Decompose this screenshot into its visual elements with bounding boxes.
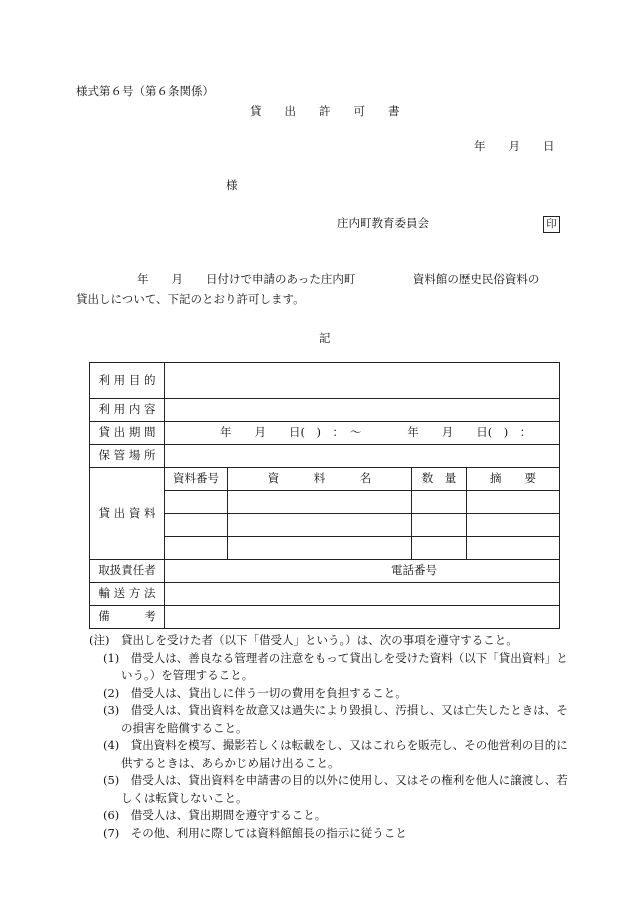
seal-mark: 印: [543, 216, 560, 233]
remarks-row: [90, 606, 560, 629]
material-number-cell: [165, 514, 228, 537]
column-header-number: 資料番号: [165, 468, 228, 491]
material-name-cell: [228, 491, 412, 514]
content-field: [165, 399, 560, 422]
transport-label: 輸 送 方 法: [90, 583, 165, 606]
transport-row: [90, 583, 560, 606]
manager-row: [90, 560, 560, 583]
material-note-cell: [467, 491, 560, 514]
material-quantity-cell: [412, 491, 467, 514]
material-number-cell: [165, 537, 228, 560]
body-line-1: 年 月 日付けで申請のあった庄内町 資料館の歴史民俗資料の: [137, 272, 540, 286]
storage-row: [90, 445, 560, 468]
date-line: 年 月 日: [474, 139, 555, 153]
materials-label: 貸 出 資 料: [90, 468, 165, 560]
materials-header-row: [90, 468, 560, 491]
purpose-field: [165, 363, 560, 399]
form-number: 様式第６号（第６条関係）: [76, 84, 214, 98]
remarks-field: [165, 606, 560, 629]
notes-section: [89, 632, 569, 842]
content-row: [90, 399, 560, 422]
note-item-6: (6) 借受人は、貸出期間を遵守すること。: [103, 808, 327, 822]
note-item-7: (7) その他、利用に際しては資料館館長の指示に従うこと: [103, 825, 407, 840]
note-item-5: (5) 借受人は、貸出資料を申請書の目的以外に使用し、又はその権利を他人に譲渡し、若しくは転貸しないこと。: [103, 773, 568, 805]
storage-label: 保 管 場 所: [90, 445, 165, 468]
note-item-4: (4) 貸出資料を模写、撮影若しくは転載をし、又はこれらを販売し、その他営利の目的に供するときは、あらかじめ届け出ること。: [103, 738, 568, 770]
note-item-1: (1) 借受人は、善良なる管理者の注意をもって貸出しを受けた資料（以下「貸出資料」という。）を管理すること。: [103, 650, 568, 682]
storage-field: [165, 445, 560, 468]
period-row: [90, 422, 560, 445]
material-number-cell: [165, 491, 228, 514]
note-item-3: (3) 借受人は、貸出資料を故意又は過失により毀損し、汚損し、又は亡失したときは、その損害を賠償すること。: [103, 703, 568, 735]
material-note-cell: [467, 514, 560, 537]
material-quantity-cell: [412, 514, 467, 537]
phone-label: 電話番号: [391, 563, 437, 577]
purpose-label: 利 用 目 的: [90, 363, 165, 399]
material-name-cell: [228, 537, 412, 560]
addressee-suffix: 様: [226, 178, 238, 192]
ki-heading: 記: [319, 331, 331, 345]
transport-field: [165, 583, 560, 606]
issuer-name: 庄内町教育委員会: [337, 216, 429, 230]
period-field: 年 月 日( ) ： 〜 年 月 日( ) ：: [165, 422, 560, 445]
material-note-cell: [467, 537, 560, 560]
column-header-name: 資 料 名: [228, 468, 412, 491]
material-quantity-cell: [412, 537, 467, 560]
period-label: 貸 出 期 間: [90, 422, 165, 445]
manager-field: [165, 560, 560, 583]
note-item-2: (2) 借受人は、貸出しに伴う一切の費用を負担すること。: [103, 685, 407, 700]
column-header-quantity: 数 量: [412, 468, 467, 491]
notes-heading: (注) 貸出しを受けた者（以下「借受人」という。）は、次の事項を遵守すること。: [89, 633, 518, 647]
manager-label: 取扱責任者: [90, 560, 165, 583]
loan-details-table: [89, 362, 560, 629]
material-name-cell: [228, 514, 412, 537]
content-label: 利 用 内 容: [90, 399, 165, 422]
purpose-row: [90, 363, 560, 399]
remarks-label: 備 考: [90, 606, 165, 629]
body-line-2: 貸出しについて、下記のとおり許可します。: [76, 292, 305, 306]
column-header-note: 摘 要: [467, 468, 560, 491]
document-title: 貸 出 許 可 書: [250, 104, 400, 118]
